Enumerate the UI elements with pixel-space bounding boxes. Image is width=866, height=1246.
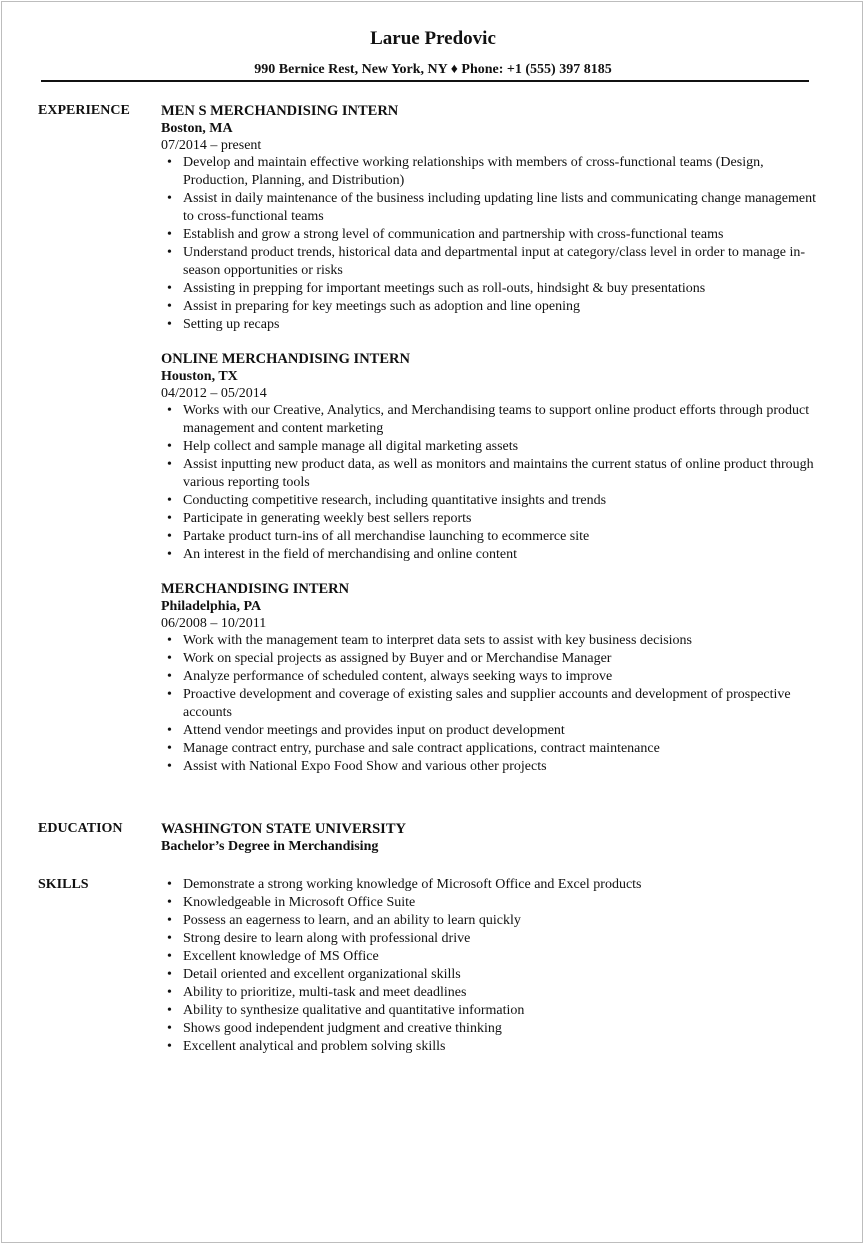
job-bullet: • Assist with National Expo Food Show and various other projects xyxy=(161,758,821,776)
education-entry xyxy=(161,820,821,856)
skill-item: • Knowledgeable in Microsoft Office Suite xyxy=(161,894,821,912)
job-bullet: • An interest in the field of merchandising and online content xyxy=(161,546,821,564)
skill-item: • Ability to synthesize qualitative and quantitative information xyxy=(161,1002,821,1020)
job-dates: 07/2014 – present xyxy=(161,138,262,153)
job-bullet: • Partake product turn-ins of all merchandise launching to ecommerce site xyxy=(161,528,821,546)
job-bullet: • Work with the management team to interpret data sets to assist with key business decisions xyxy=(161,632,821,650)
job-bullet: • Conducting competitive research, including quantitative insights and trends xyxy=(161,492,821,510)
job-bullet: • Understand product trends, historical data and departmental input at category/class level in order to manage in-season opportunities or risks xyxy=(161,244,821,280)
job-entry xyxy=(161,102,821,334)
skill-item: • Strong desire to learn along with professional drive xyxy=(161,930,821,948)
skill-item: • Possess an eagerness to learn, and an ability to learn quickly xyxy=(161,912,821,930)
job-bullets xyxy=(161,632,821,776)
job-location: Houston, TX xyxy=(161,369,238,384)
job-bullet: • Assist in preparing for key meetings such as adoption and line opening xyxy=(161,298,821,316)
section-label-experience: EXPERIENCE xyxy=(38,103,130,118)
job-bullet: • Develop and maintain effective working relationships with members of cross-functional teams (Design, Production, Planning, and Distribution) xyxy=(161,154,821,190)
skill-item: • Ability to prioritize, multi-task and meet deadlines xyxy=(161,984,821,1002)
job-bullet: • Setting up recaps xyxy=(161,316,821,334)
experience-list xyxy=(161,102,821,792)
job-bullets xyxy=(161,402,821,564)
job-bullet: • Assist in daily maintenance of the business including updating line lists and communicating change management to cross-functional teams xyxy=(161,190,821,226)
job-bullet: • Proactive development and coverage of existing sales and supplier accounts and development of prospective accounts xyxy=(161,686,821,722)
job-title: MEN S MERCHANDISING INTERN xyxy=(161,103,399,119)
skill-item: • Demonstrate a strong working knowledge of Microsoft Office and Excel products xyxy=(161,876,821,894)
job-bullet: • Assist inputting new product data, as well as monitors and maintains the current status of online product through various reporting tools xyxy=(161,456,821,492)
section-label-education: EDUCATION xyxy=(38,821,123,836)
job-location: Philadelphia, PA xyxy=(161,599,262,614)
job-bullet: • Attend vendor meetings and provides input on product development xyxy=(161,722,821,740)
skill-item: • Detail oriented and excellent organizational skills xyxy=(161,966,821,984)
section-label-skills: SKILLS xyxy=(38,877,89,892)
skills-entry xyxy=(161,876,821,1056)
skill-item: • Shows good independent judgment and creative thinking xyxy=(161,1020,821,1038)
job-dates: 04/2012 – 05/2014 xyxy=(161,386,267,401)
skills-list xyxy=(161,876,821,1056)
job-location: Boston, MA xyxy=(161,121,233,136)
skill-item: • Excellent analytical and problem solving skills xyxy=(161,1038,821,1056)
job-entry xyxy=(161,350,821,564)
job-title: ONLINE MERCHANDISING INTERN xyxy=(161,351,410,367)
candidate-name: Larue Predovic xyxy=(370,28,496,49)
job-bullet: • Analyze performance of scheduled content, always seeking ways to improve xyxy=(161,668,821,686)
header-divider xyxy=(41,80,809,82)
job-bullets xyxy=(161,154,821,334)
job-bullet: • Help collect and sample manage all digital marketing assets xyxy=(161,438,821,456)
school-name: WASHINGTON STATE UNIVERSITY xyxy=(161,821,406,837)
job-bullet: • Work on special projects as assigned by Buyer and or Merchandise Manager xyxy=(161,650,821,668)
degree: Bachelor’s Degree in Merchandising xyxy=(161,839,379,854)
job-bullet: • Establish and grow a strong level of communication and partnership with cross-functional teams xyxy=(161,226,821,244)
job-bullet: • Manage contract entry, purchase and sale contract applications, contract maintenance xyxy=(161,740,821,758)
contact-line: 990 Bernice Rest, New York, NY ♦ Phone: +1 (555) 397 8185 xyxy=(254,62,612,77)
job-bullet: • Assisting in prepping for important meetings such as roll-outs, hindsight & buy presentations xyxy=(161,280,821,298)
job-entry xyxy=(161,580,821,776)
job-bullet: • Works with our Creative, Analytics, and Merchandising teams to support online product efforts through product management and content marketing xyxy=(161,402,821,438)
job-bullet: • Participate in generating weekly best sellers reports xyxy=(161,510,821,528)
job-dates: 06/2008 – 10/2011 xyxy=(161,616,267,631)
job-title: MERCHANDISING INTERN xyxy=(161,581,350,597)
skill-item: • Excellent knowledge of MS Office xyxy=(161,948,821,966)
